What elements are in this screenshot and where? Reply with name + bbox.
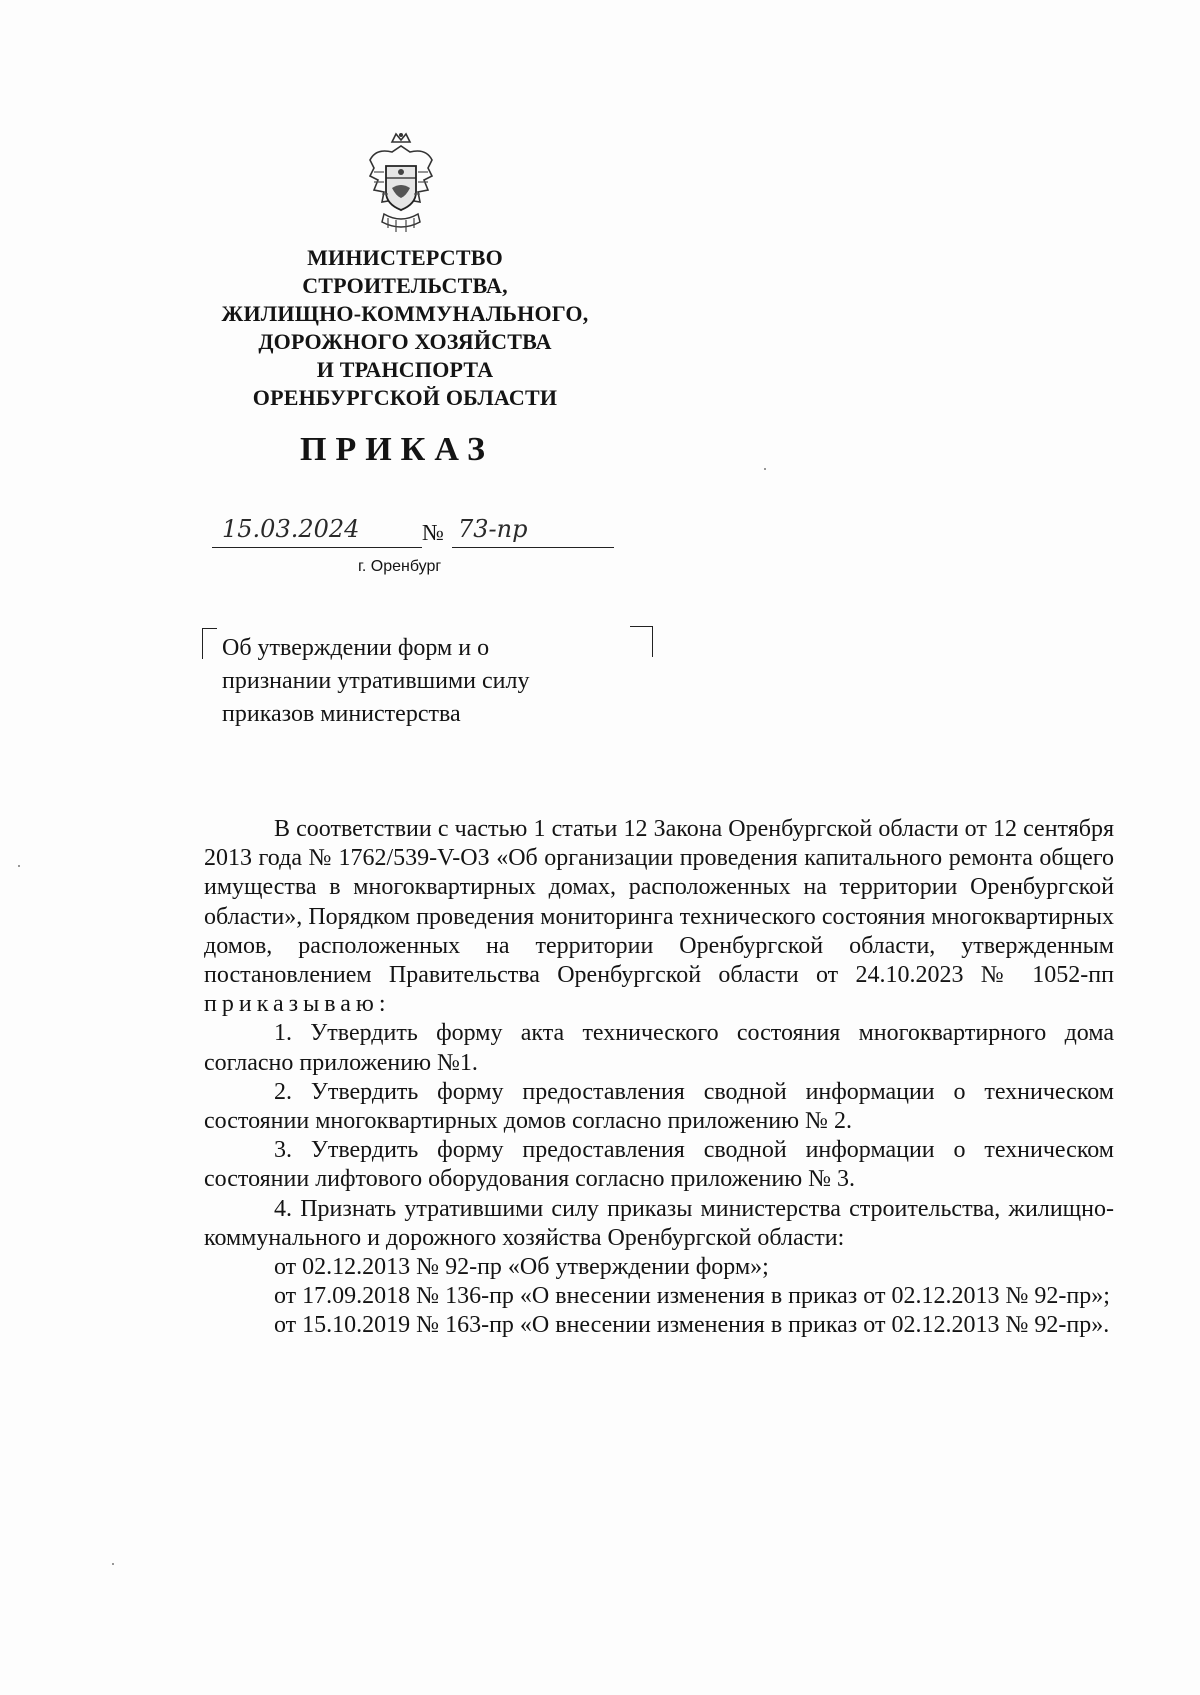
scan-speck bbox=[112, 1563, 114, 1565]
repealed-order: от 17.09.2018 № 136-пр «О внесении изменения в приказ от 02.12.2013 № 92-пр»; bbox=[274, 1283, 1110, 1310]
subject-line: Об утверждении форм и о bbox=[222, 635, 490, 661]
ministry-line: МИНИСТЕРСТВО bbox=[307, 245, 503, 270]
preamble-text: В соответствии с частью 1 статьи 12 Закона Оренбургской области от 12 сентября 2013 года № 1762/539-V-ОЗ «Об организации проведения капитального ремонта общего имущества в многоквартирных домах, расположенных на территории Оренбургской области», Порядком проведения мониторинга технического состояния многоквартирных домов, расположенных на территории Оренбургской области, утвержденным постановлением Правительства Оренбургской области от 24.10.2023 № 1052-пп bbox=[204, 816, 1114, 989]
subject-text bbox=[222, 632, 530, 731]
order-item: 3. Утвердить форму предоставления сводной информации о техническом состоянии лифтового оборудования согласно приложению № 3. bbox=[204, 1137, 1114, 1193]
ministry-name bbox=[205, 244, 605, 412]
document-number: 73-пр bbox=[458, 515, 528, 543]
order-item: 1. Утвердить форму акта технического состояния многоквартирного дома согласно приложению №1. bbox=[204, 1020, 1114, 1076]
order-item: 2. Утвердить форму предоставления сводной информации о техническом состоянии многоквартирных домов согласно приложению № 2. bbox=[204, 1078, 1114, 1135]
corner-bracket-right bbox=[630, 626, 653, 657]
repealed-order: от 02.12.2013 № 92-пр «Об утверждении форм»; bbox=[274, 1254, 769, 1281]
date-underline bbox=[212, 547, 422, 548]
ministry-line: И ТРАНСПОРТА bbox=[316, 357, 494, 382]
ministry-line: СТРОИТЕЛЬСТВА, bbox=[302, 273, 508, 298]
preamble-paragraph bbox=[204, 815, 1114, 1019]
subject-line: приказов министерства bbox=[222, 701, 461, 727]
subject-line: признании утратившими силу bbox=[222, 668, 530, 694]
ministry-line: ЖИЛИЩНО-КОММУНАЛЬНОГО, bbox=[221, 301, 589, 326]
ministry-line: ОРЕНБУРГСКОЙ ОБЛАСТИ bbox=[252, 385, 558, 410]
document-type-title: ПРИКАЗ bbox=[300, 431, 494, 468]
scan-speck bbox=[18, 865, 20, 867]
number-underline bbox=[452, 547, 614, 548]
coat-of-arms-icon bbox=[362, 132, 440, 236]
repealed-order: от 15.10.2019 № 163-пр «О внесении изменения в приказ от 02.12.2013 № 92-пр». bbox=[274, 1312, 1110, 1339]
ministry-line: ДОРОЖНОГО ХОЗЯЙСТВА bbox=[258, 329, 552, 354]
subject-block bbox=[202, 628, 662, 738]
city: г. Оренбург bbox=[358, 558, 442, 575]
date-number-line bbox=[200, 515, 620, 551]
scan-speck bbox=[764, 468, 766, 470]
document-date: 15.03.2024 bbox=[222, 515, 360, 543]
number-sign: № bbox=[422, 520, 444, 545]
order-item: 4. Признать утратившими силу приказы министерства строительства, жилищно-коммунального и дорожного хозяйства Оренбургской области: bbox=[204, 1195, 1114, 1251]
corner-bracket-left bbox=[202, 628, 217, 659]
document-body bbox=[204, 815, 1114, 1341]
order-word: приказываю: bbox=[204, 991, 391, 1018]
